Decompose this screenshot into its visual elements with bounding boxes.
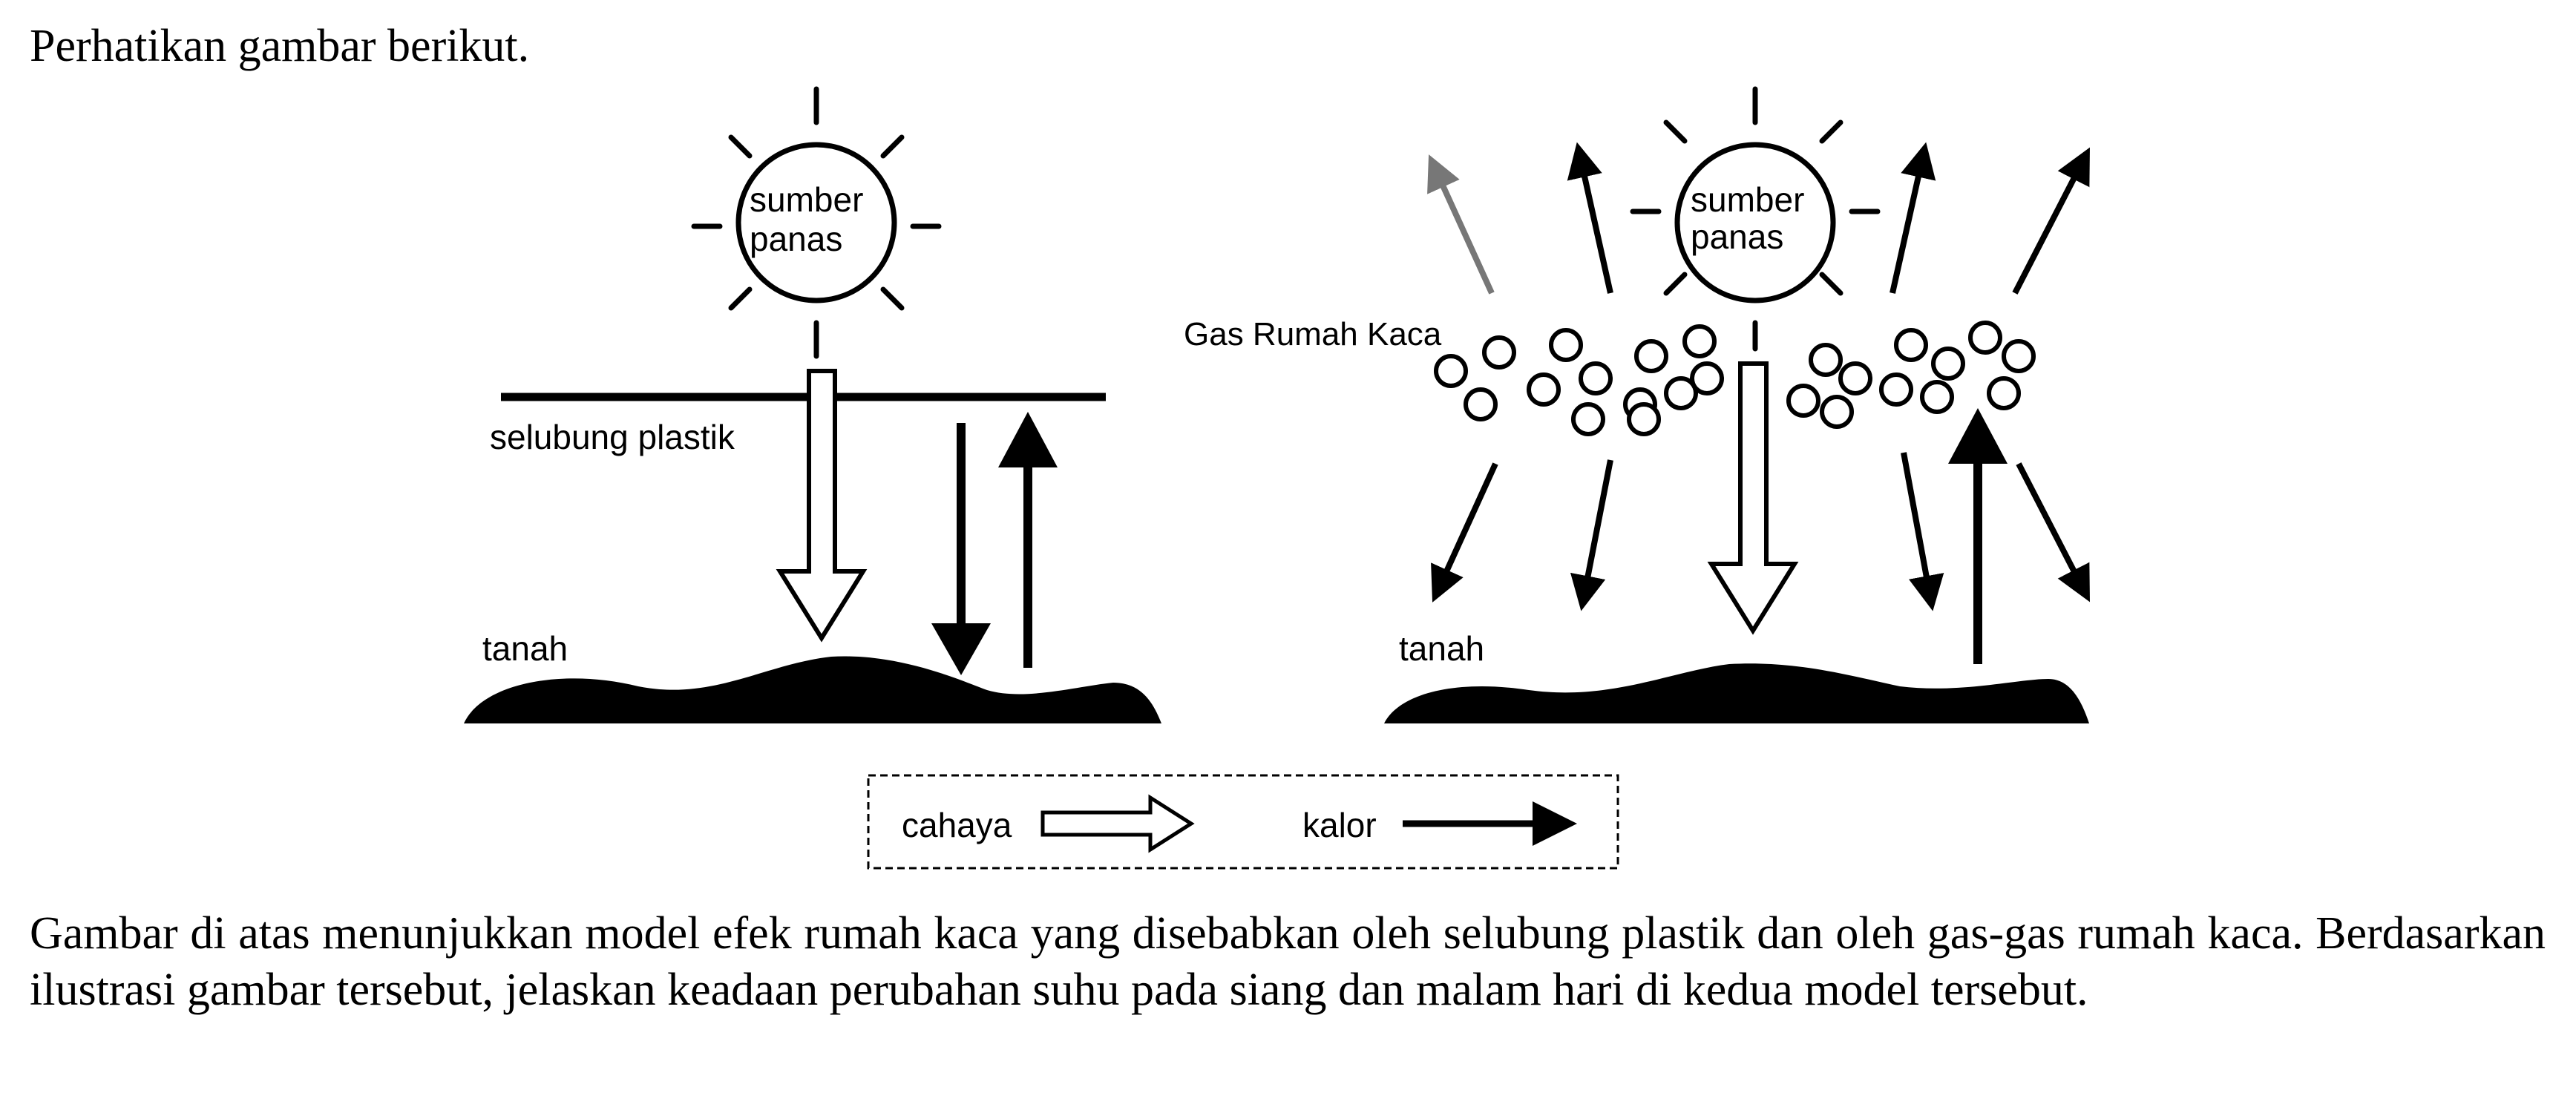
sun-icon xyxy=(694,89,939,356)
left-model xyxy=(464,89,1161,723)
question-text: Gambar di atas menunjukkan model efek rumah kaca yang disebabkan oleh selubung plastik dan oleh gas-gas rumah kaca. Berdasarkan ilustrasi gambar tersebut, jelaskan keadaan perubahan suhu pada siang dan malam hari di kedua model tersebut. xyxy=(30,908,2546,1015)
greenhouse-gas-label: Gas Rumah Kaca xyxy=(1184,316,1442,352)
light-arrow-down xyxy=(1711,364,1795,631)
legend xyxy=(868,775,1618,868)
sun-label-line2: panas xyxy=(1691,217,1784,256)
ground-label: tanah xyxy=(482,629,568,668)
ground-label: tanah xyxy=(1399,629,1485,668)
heat-arrow-up xyxy=(998,412,1058,668)
right-model xyxy=(1184,89,2089,723)
light-arrow-down xyxy=(780,371,863,638)
sun-label-line2: panas xyxy=(750,220,843,258)
ground-hill xyxy=(1384,663,2089,723)
ground-hill xyxy=(464,657,1161,723)
intro-text: Perhatikan gambar berikut. xyxy=(30,21,530,71)
greenhouse-gas-molecules xyxy=(1436,323,2033,434)
sun-icon xyxy=(1633,89,1878,349)
heat-arrow-up xyxy=(1948,408,2008,664)
heat-arrow-down xyxy=(931,423,991,675)
legend-light-label: cahaya xyxy=(902,806,1012,844)
plastic-cover-label: selubung plastik xyxy=(490,418,735,456)
sun-label-line1: sumber xyxy=(1691,180,1805,219)
legend-heat-label: kalor xyxy=(1302,806,1377,844)
sun-label-line1: sumber xyxy=(750,180,864,219)
